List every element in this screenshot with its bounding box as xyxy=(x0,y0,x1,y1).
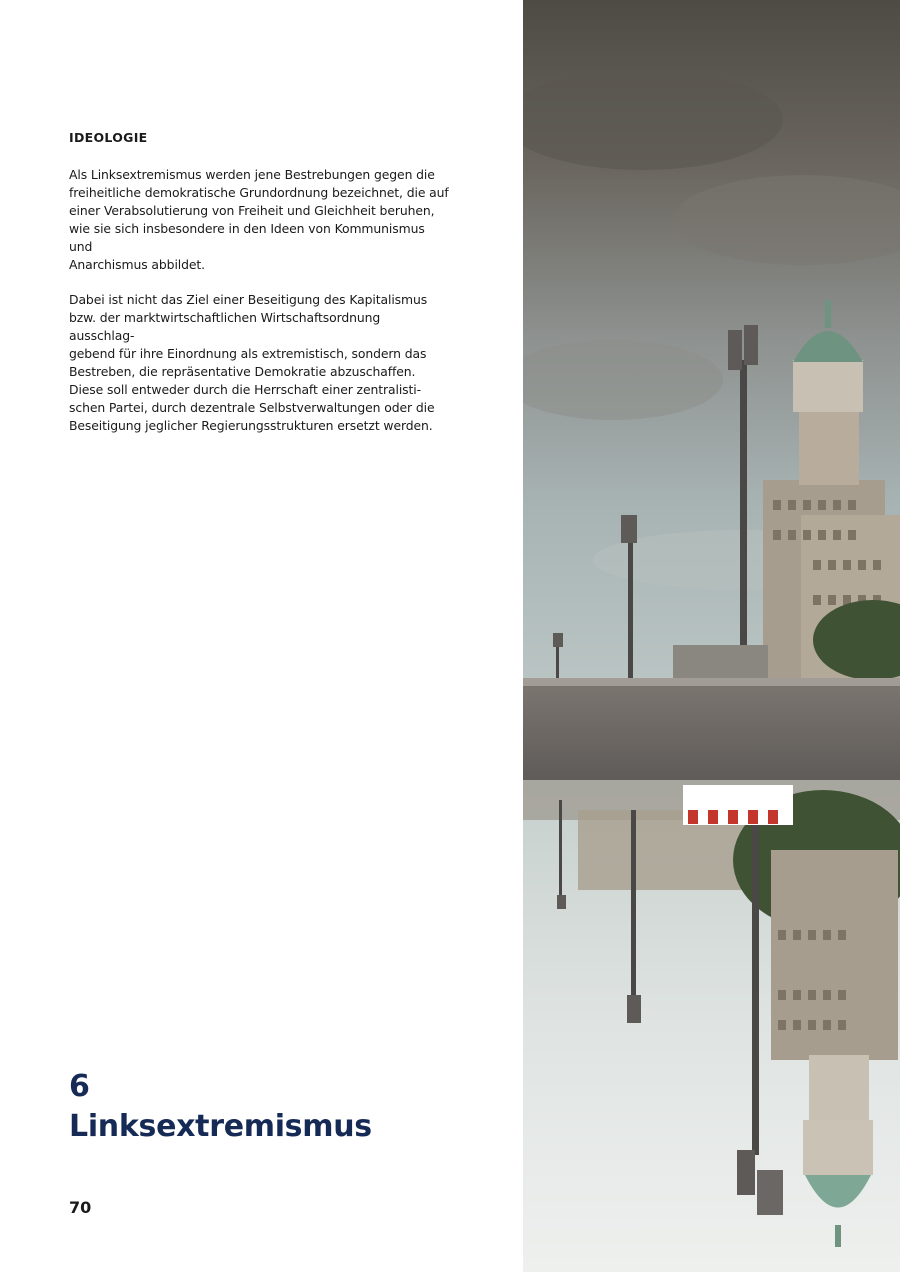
reflection-photo xyxy=(523,0,900,1272)
reflection-photo-illustration xyxy=(523,0,900,1272)
chapter-heading xyxy=(69,1068,372,1148)
section-heading: IDEOLOGIE xyxy=(69,130,148,145)
text-column xyxy=(69,130,449,452)
page-number: 70 xyxy=(69,1198,92,1217)
chapter-number: 6 xyxy=(69,1069,90,1104)
chapter-title: Linksextremismus xyxy=(69,1109,372,1144)
paragraph-2: Dabei ist nicht das Ziel einer Beseitigung des Kapitalismus bzw. der marktwirtschaftlichen Wirtschaftsordnung ausschlag- gebend für ihre Einordnung als extremistisch, sondern das Bestreben, die repräsentative Demokratie abzuschaffen. Diese soll entweder durch die Herrschaft einer zentralisti- schen Partei, durch dezentrale Selbstverwaltungen oder die Beseitigung jeglicher Regierungsstrukturen ersetzt werden. xyxy=(69,292,435,433)
paragraph-1: Als Linksextremismus werden jene Bestrebungen gegen die freiheitliche demokratische Grundordnung bezeichnet, die auf einer Verabsolutierung von Freiheit und Gleichheit beruhen, wie sie sich insbesondere in den Ideen von Kommunismus und Anarchismus abbildet. xyxy=(69,167,449,272)
